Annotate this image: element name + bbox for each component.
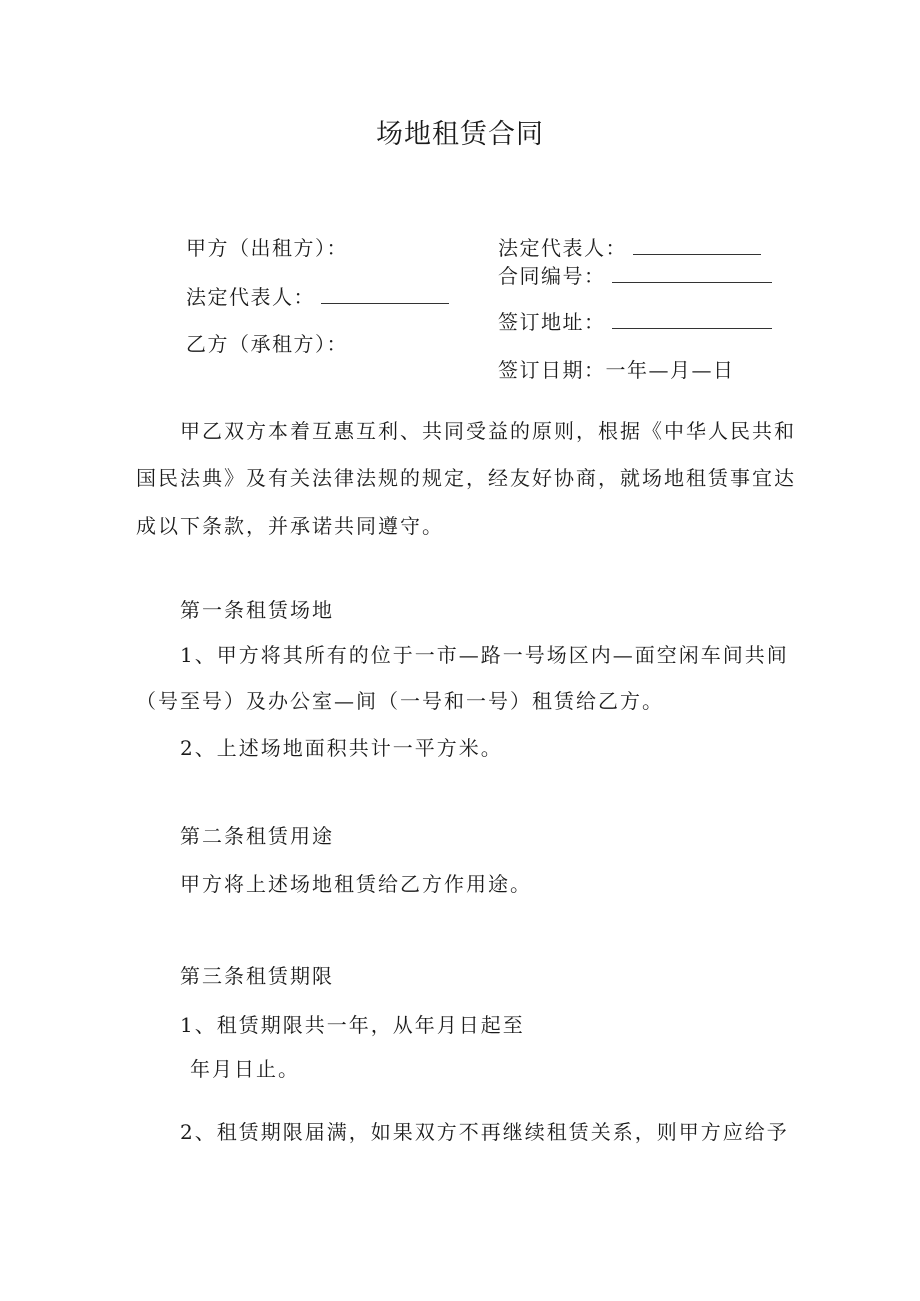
intro-line-2: 国民法典》及有关法律法规的规定，经友好协商，就场地租赁事宜达	[136, 466, 796, 490]
article-1-heading: 第一条租赁场地	[180, 598, 334, 622]
article-3-line-3: 2、租赁期限届满，如果双方不再继续租赁关系，则甲方应给予	[180, 1120, 789, 1144]
intro-line-1: 甲乙双方本着互惠互利、共同受益的原则，根据《中华人民共和	[180, 419, 796, 443]
party-a-representative-blank	[321, 297, 449, 304]
party-a-representative	[186, 281, 449, 310]
party-a-label: 甲方（出租方）：	[186, 236, 348, 260]
party-b-label: 乙方（承租方）：	[186, 332, 348, 356]
article-1-line-1: 1、甲方将其所有的位于一市—路一号场区内—面空闲车间共间	[180, 643, 789, 667]
article-2-line-1: 甲方将上述场地租赁给乙方作用途。	[180, 872, 532, 896]
party-a-representative-label: 法定代表人：	[186, 285, 315, 309]
contract-number	[498, 260, 772, 289]
right-representative-blank	[633, 248, 761, 255]
right-representative-label: 法定代表人：	[498, 236, 627, 260]
right-representative	[498, 232, 761, 261]
sign-date: 签订日期：一年—月—日	[498, 358, 735, 382]
contract-number-blank	[612, 276, 772, 283]
contract-number-label: 合同编号：	[498, 264, 606, 288]
sign-place-blank	[612, 322, 772, 329]
article-3-line-1: 1、租赁期限共一年，从年月日起至	[180, 1013, 525, 1037]
sign-place-label: 签订地址：	[498, 310, 606, 334]
article-3-line-2: 年月日止。	[190, 1057, 300, 1081]
document-title: 场地租赁合同	[376, 119, 544, 150]
article-3-heading: 第三条租赁期限	[180, 964, 334, 988]
sign-place	[498, 306, 772, 335]
article-1-line-2: （号至号）及办公室—间（一号和一号）租赁给乙方。	[136, 689, 664, 713]
article-2-heading: 第二条租赁用途	[180, 824, 334, 848]
intro-line-3: 成以下条款，并承诺共同遵守。	[136, 514, 444, 538]
article-1-line-3: 2、上述场地面积共计一平方米。	[180, 736, 503, 760]
